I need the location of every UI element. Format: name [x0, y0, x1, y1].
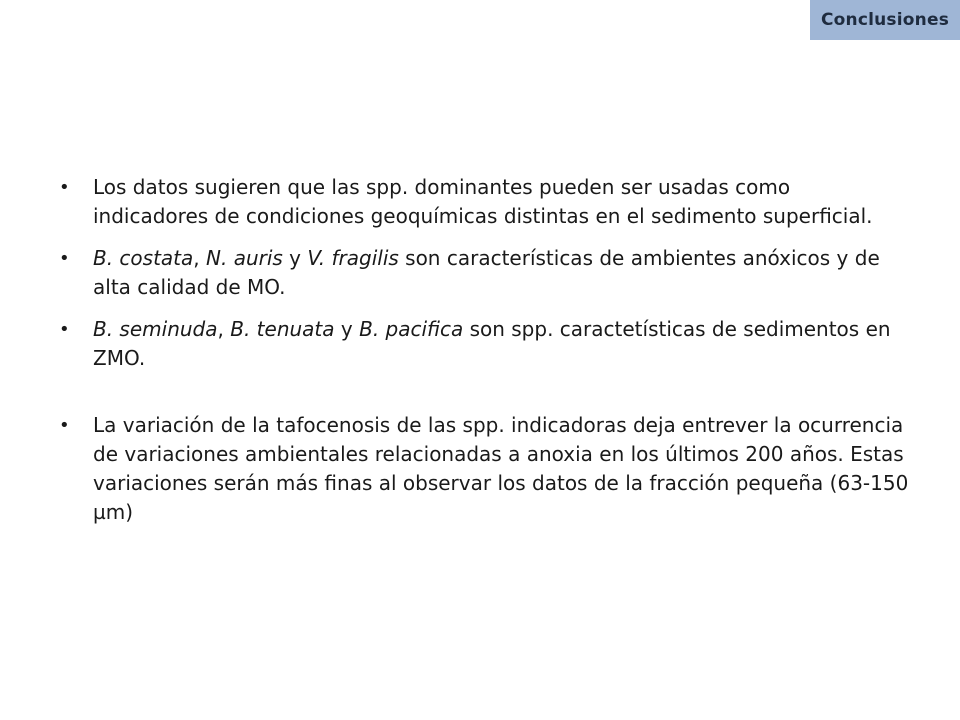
bullet-text: y	[334, 317, 360, 341]
species-name: B. pacifica	[359, 317, 464, 341]
bullet-dot-icon: •	[59, 177, 70, 198]
bullet-text: son características de ambientes anóxicos y de alta calidad de MO.	[93, 246, 880, 299]
bullet-list	[59, 173, 909, 527]
section-tag: Conclusiones	[810, 0, 960, 40]
bullet-dot-icon: •	[59, 248, 70, 269]
bullet-dot-icon: •	[59, 415, 70, 436]
bullet-item-anoxic-species	[59, 244, 909, 302]
species-name: B. costata	[93, 246, 194, 270]
bullet-text: son spp. caractetísticas de sedimentos en ZMO.	[93, 317, 891, 370]
bullet-text: y	[282, 246, 308, 270]
species-name: B. tenuata	[230, 317, 335, 341]
bullet-item-zmo-species	[59, 315, 909, 373]
bullet-dot-icon: •	[59, 319, 70, 340]
species-name: B. seminuda	[93, 317, 218, 341]
bullet-text: ,	[193, 246, 207, 270]
species-name: N. auris	[206, 246, 283, 270]
bullet-item-tafocenosis	[59, 411, 909, 527]
bullet-item-species-indicators	[59, 173, 909, 231]
bullet-text: La variación de la tafocenosis de las spp. indicadoras deja entrever la ocurrencia de variaciones ambientales relacionadas a anoxia en los últimos 200 años. Estas variaciones serán más finas al observar los datos de la fracción pequeña (63-150 µm)	[93, 413, 909, 524]
species-name: V. fragilis	[307, 246, 399, 270]
bullet-text: ,	[217, 317, 231, 341]
bullet-text: Los datos sugieren que las spp. dominantes pueden ser usadas como indicadores de condiciones geoquímicas distintas en el sedimento superficial.	[93, 175, 873, 228]
